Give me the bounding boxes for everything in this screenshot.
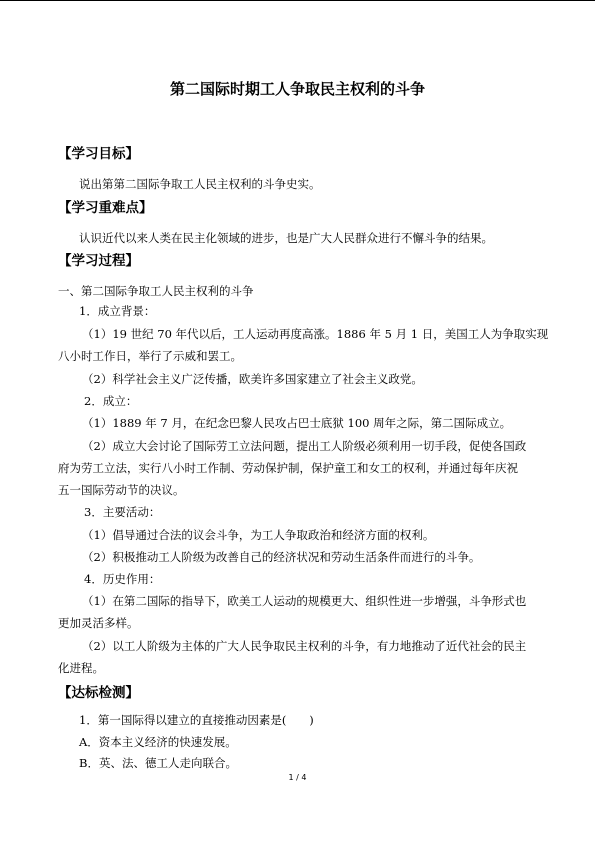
page-number: 1 / 4: [288, 773, 307, 782]
process-line: 府为劳工立法，实行八小时工作制、劳动保护制，保护童工和女工的权利，并通过每年庆祝: [58, 461, 518, 475]
section-heading-goal: 【学习目标】: [58, 146, 139, 162]
process-part-title: 一、第二国际争取工人民主权利的斗争: [58, 284, 254, 298]
process-line: 1．成立背景：: [79, 304, 156, 318]
process-line: （1）1889 年 7 月，在纪念巴黎人民攻占巴士底狱 100 周年之际，第二国际成立。: [82, 416, 512, 430]
check-option-b: B．英、法、德工人走向联合。: [79, 756, 237, 770]
process-line: 五一国际劳动节的决议。: [58, 483, 185, 497]
process-line: 更加灵活多样。: [58, 616, 139, 630]
section-heading-key: 【学习重难点】: [58, 200, 153, 216]
process-line: （2）以工人阶级为主体的广大人民争取民主权利的斗争，有力地推动了近代社会的民主: [82, 639, 527, 653]
process-line: （1）19 世纪 70 年代以后，工人运动再度高涨。1886 年 5 月 1 日，美国工人为争取实现: [82, 327, 549, 341]
check-question: 1．第一国际得以建立的直接推动因素是( ): [79, 713, 314, 727]
process-line: 3．主要活动：: [84, 505, 161, 519]
process-line: 八小时工作日，举行了示威和罢工。: [58, 349, 242, 363]
key-text: 认识近代以来人类在民主化领域的进步，也是广大人民群众进行不懈斗争的结果。: [79, 231, 493, 245]
header-rule: [0, 0, 595, 1]
section-heading-check: 【达标检测】: [58, 685, 139, 701]
process-line: 2．成立：: [84, 394, 138, 408]
process-line: （2）成立大会讨论了国际劳工立法问题，提出工人阶级必须利用一切手段，促使各国政: [82, 439, 527, 453]
process-line: （2）积极推动工人阶级为改善自己的经济状况和劳动生活条件而进行的斗争。: [82, 550, 481, 564]
check-option-a: A．资本主义经济的快速发展。: [79, 735, 237, 749]
process-line: （1）倡导通过合法的议会斗争，为工人争取政治和经济方面的权利。: [82, 528, 435, 542]
process-line: 化进程。: [58, 661, 104, 675]
process-line: （2）科学社会主义广泛传播，欧美许多国家建立了社会主义政党。: [82, 372, 423, 386]
process-line: 4．历史作用：: [84, 572, 161, 586]
document-title: 第二国际时期工人争取民主权利的斗争: [169, 80, 425, 98]
section-heading-process: 【学习过程】: [58, 253, 139, 269]
process-line: （1）在第二国际的指导下，欧美工人运动的规模更大、组织性进一步增强，斗争形式也: [82, 594, 527, 608]
goal-text: 说出第第二国际争取工人民主权利的斗争史实。: [79, 177, 321, 191]
